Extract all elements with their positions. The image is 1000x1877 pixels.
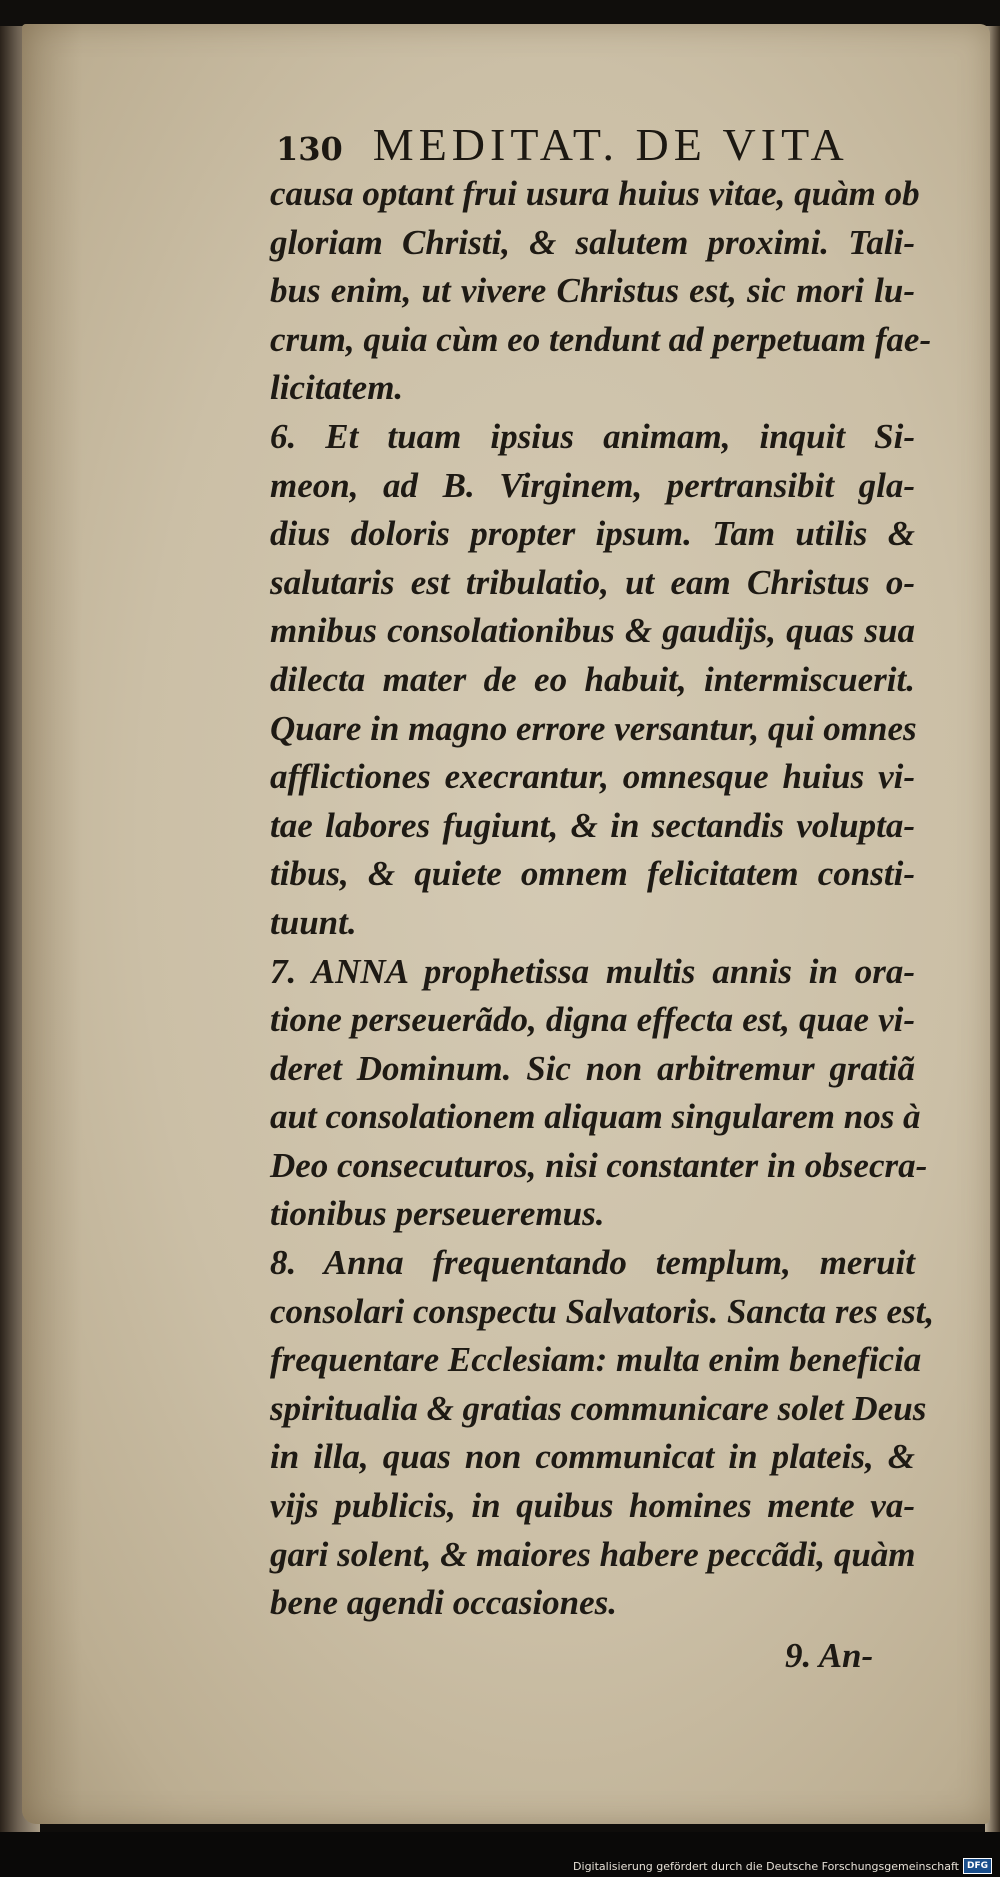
running-title: MEDITAT. DE VITA: [372, 119, 849, 170]
text-line: bene agendi occasiones.: [270, 1583, 618, 1623]
text-line: bus enim, ut vivere Christus est, sic mori lu-: [270, 271, 915, 311]
catchword: 9. An-: [785, 1636, 874, 1675]
text-line: tione perseuerãdo, digna effecta est, quae vi-: [270, 1000, 915, 1040]
text-line: tibus, & quiete omnem felicitatem consti-: [270, 854, 915, 894]
text-line: gari solent, & maiores habere peccãdi, quàm: [270, 1534, 916, 1574]
text-line: crum, quia cùm eo tendunt ad perpetuam fae-: [270, 319, 932, 359]
text-line: in illa, quas non communicat in plateis, &: [270, 1437, 915, 1477]
text-line: 7. ANNA prophetissa multis annis in ora-: [270, 951, 915, 991]
dfg-logo-icon: DFG: [963, 1858, 992, 1874]
text-line: Quare in magno errore versantur, qui omnes: [270, 708, 917, 748]
text-line: dilecta mater de eo habuit, intermiscuerit.: [270, 659, 915, 699]
text-line: aut consolationem aliquam singularem nos à: [270, 1097, 921, 1137]
page-text-block: [270, 170, 935, 1628]
credit-text: Digitalisierung gefördert durch die Deutsche Forschungsgemeinschaft: [573, 1859, 959, 1873]
text-line: vijs publicis, in quibus homines mente va-: [270, 1486, 915, 1526]
text-line: tionibus perseueremus.: [270, 1194, 605, 1234]
text-line: causa optant frui usura huius vitae, quàm ob: [270, 174, 920, 213]
text-line: frequentare Ecclesiam: multa enim beneficia: [270, 1340, 922, 1380]
text-line: tuunt.: [270, 902, 357, 942]
text-line: 6. Et tuam ipsius animam, inquit Si-: [270, 416, 915, 456]
text-line: spiritualia & gratias communicare solet Deus: [270, 1388, 927, 1428]
text-line: gloriam Christi, & salutem proximi. Tali-: [270, 222, 915, 262]
text-line: dius doloris propter ipsum. Tam utilis &: [270, 514, 915, 554]
text-line: mnibus consolationibus & gaudijs, quas sua: [270, 611, 915, 651]
running-header: [276, 118, 916, 178]
page-gutter-shadow: [22, 24, 82, 1824]
text-line: licitatem.: [270, 368, 404, 408]
digitization-credit: [573, 1857, 992, 1875]
text-line: Deo consecuturos, nisi constanter in obsecra-: [270, 1145, 928, 1185]
text-line: consolari conspectu Salvatoris. Sancta res est,: [270, 1291, 935, 1331]
text-line: tae labores fugiunt, & in sectandis volupta-: [270, 805, 915, 845]
text-line: meon, ad B. Virginem, pertransibit gla-: [270, 465, 915, 505]
text-line: 8. Anna frequentando templum, meruit: [270, 1243, 915, 1283]
scan-top-border: [0, 0, 1000, 26]
page-number: 130: [276, 130, 343, 168]
text-line: afflictiones execrantur, omnesque huius vi-: [270, 757, 915, 797]
text-line: deret Dominum. Sic non arbitremur gratiã: [270, 1048, 915, 1088]
text-line: salutaris est tribulatio, ut eam Christus o-: [270, 562, 915, 602]
